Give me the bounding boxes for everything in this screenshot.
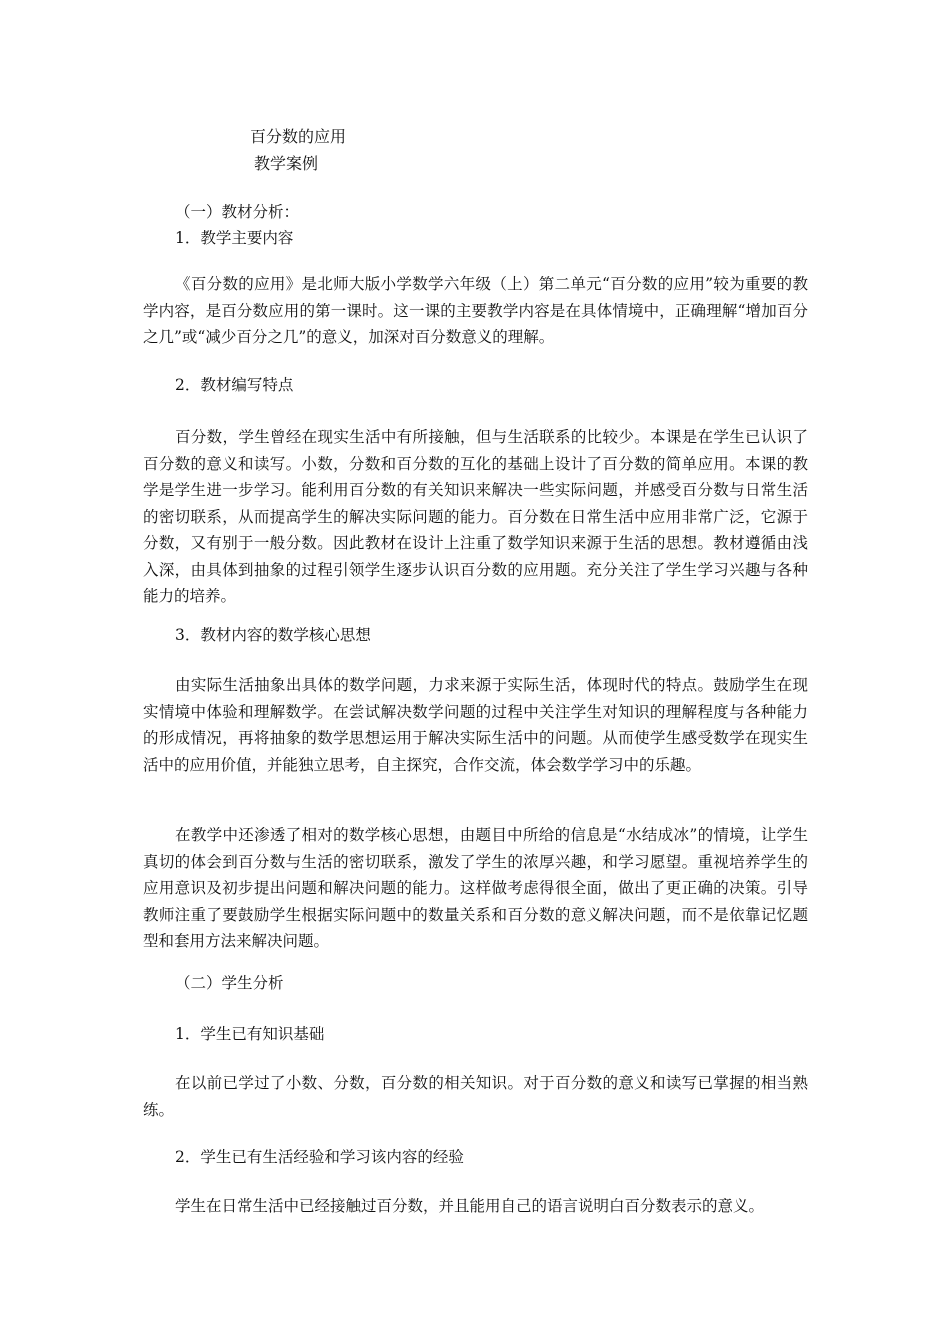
paragraph-writing-features: 百分数，学生曾经在现实生活中有所接触，但与生活联系的比较少。本课是在学生已认识了百分数的意义和读写。小数，分数和百分数的互化的基础上设计了百分数的简单应用。本课的教学是学生进一步学习。能利用百分数的有关知识来解决一些实际问题，并感受百分数与日常生活的密切联系，从而提高学生的解决实际问题的能力。百分数在日常生活中应用非常广泛，它源于分数，又有别于一般分数。因此教材在设计上注重了数学知识来源于生活的思想。教材遵循由浅入深，由具体到抽象的过程引领学生逐步认识百分数的应用题。充分关注了学生学习兴趣与各种能力的培养。 <box>143 428 808 605</box>
subheading-main-content: 1．教学主要内容 <box>175 229 294 247</box>
section-heading-student-analysis: （二）学生分析 <box>175 974 284 992</box>
subheading-core-ideas: 3．教材内容的数学核心思想 <box>175 626 371 644</box>
paragraph-main-content: 《百分数的应用》是北师大版小学数学六年级（上）第二单元“百分数的应用”较为重要的教学内容，是百分数应用的第一课时。这一课的主要教学内容是在具体情境中，正确理解“增加百分之几”或“减少百分之几”的意义，加深对百分数意义的理解。 <box>143 275 808 346</box>
paragraph-prior-knowledge: 在以前已学过了小数、分数，百分数的相关知识。对于百分数的意义和读写已掌握的相当熟练。 <box>143 1074 808 1119</box>
paragraph-life-experience: 学生在日常生活中已经接触过百分数，并且能用自己的语言说明白百分数表示的意义。 <box>175 1197 765 1215</box>
section-heading-material-analysis: （一）教材分析： <box>175 203 300 221</box>
paragraph-core-ideas-1: 由实际生活抽象出具体的数学问题，力求来源于实际生活，体现时代的特点。鼓励学生在现实情境中体验和理解数学。在尝试解决数学问题的过程中关注学生对知识的理解程度与各种能力的形成情况，再将抽象的数学思想运用于解决实际生活中的问题。从而使学生感受数学在现实生活中的应用价值，并能独立思考，自主探究，合作交流，体会数学学习中的乐趣。 <box>143 676 808 774</box>
subheading-prior-knowledge: 1．学生已有知识基础 <box>175 1025 325 1043</box>
subheading-writing-features: 2．教材编写特点 <box>175 376 294 394</box>
document-title: 百分数的应用 <box>250 127 347 146</box>
paragraph-core-ideas-2: 在教学中还渗透了相对的数学核心思想，由题目中所给的信息是“水结成冰”的情境，让学生真切的体会到百分数与生活的密切联系，激发了学生的浓厚兴趣，和学习愿望。重视培养学生的应用意识及初步提出问题和解决问题的能力。这样做考虑得很全面，做出了更正确的决策。引导教师注重了要鼓励学生根据实际问题中的数量关系和百分数的意义解决问题，而不是依靠记忆题型和套用方法来解决问题。 <box>143 826 808 950</box>
document-subtitle: 教学案例 <box>254 154 319 173</box>
subheading-life-experience: 2．学生已有生活经验和学习该内容的经验 <box>175 1148 464 1166</box>
